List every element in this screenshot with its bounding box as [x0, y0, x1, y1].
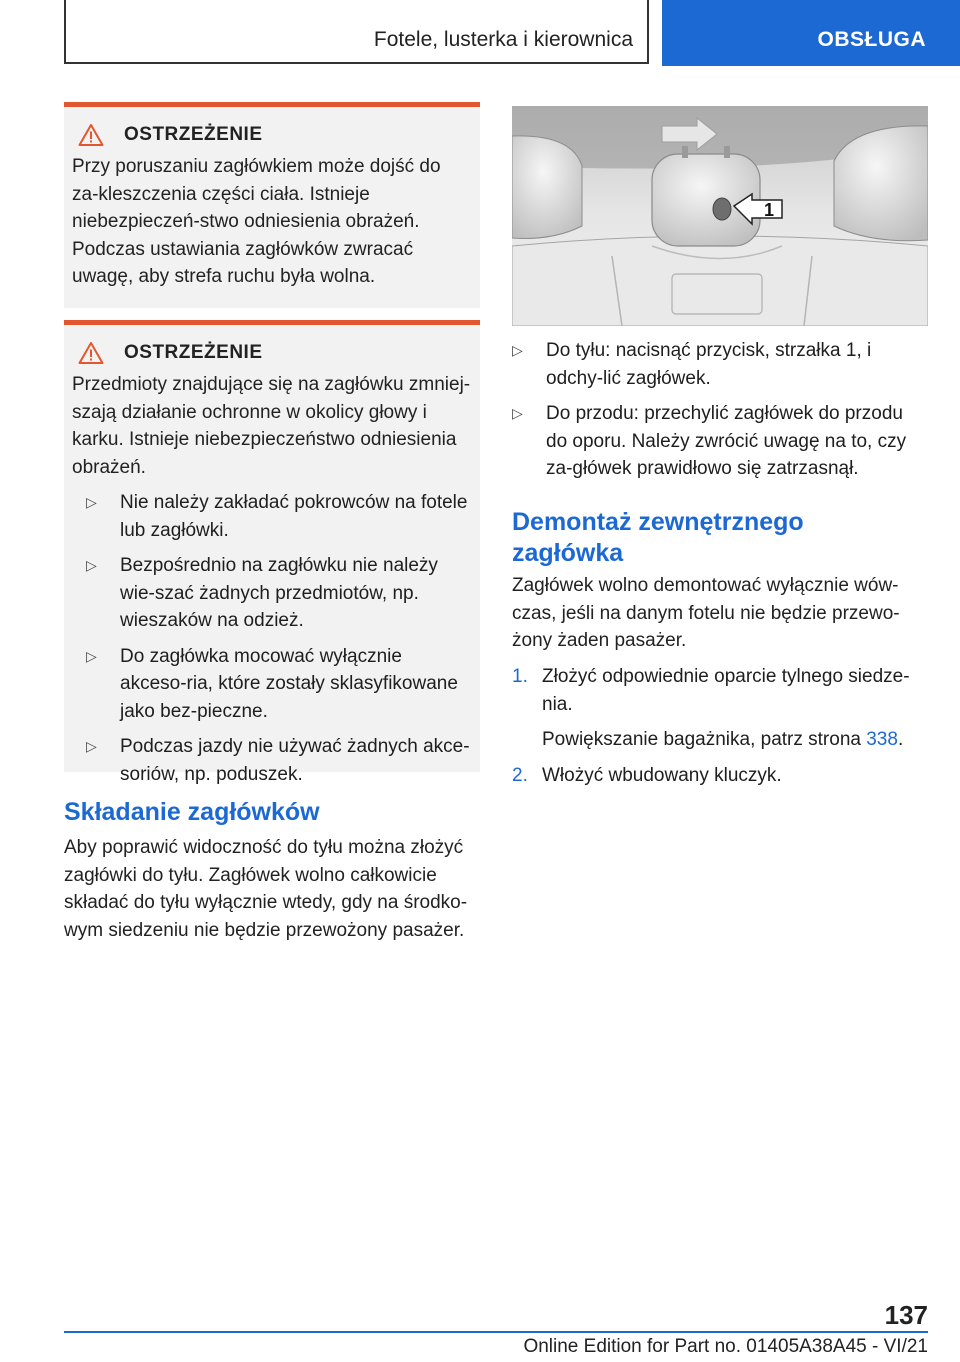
warning-box-1 [64, 102, 480, 308]
list-item: ▷ Do tyłu: nacisnąć przycisk, strzałka 1, i odchy-lić zagłówek. [498, 337, 928, 392]
adjust-steps-list [498, 337, 928, 491]
edition-text: Online Edition for Part no. 01405A38A45 - VI/21 [523, 1336, 928, 1357]
list-item: ▷ Bezpośrednio na zagłówku nie należy wie-szać żadnych przedmiotów, np. wieszaków na odzież. [72, 552, 472, 635]
warning-box-2 [64, 320, 480, 785]
header-section-tab [662, 0, 960, 66]
step-number: 2. [512, 764, 528, 786]
page-number: 137 [884, 1300, 928, 1330]
list-item: ▷ Do przodu: przechylić zagłówek do przodu do oporu. Należy zwrócić uwagę na to, czy za-główek prawidłowo się zatrzasnął. [498, 400, 928, 483]
bullet-triangle-icon: ▷ [512, 342, 523, 358]
step-text: Złożyć odpowiednie oparcie tylnego siedze-nia. [542, 666, 910, 715]
bullet-triangle-icon: ▷ [86, 494, 97, 510]
chapter-title: Fotele, lusterka i kierownica [373, 28, 633, 51]
footer-divider [64, 1331, 928, 1333]
rear-seat-headrest-image [512, 106, 928, 326]
bullet-triangle-icon: ▷ [86, 738, 97, 754]
header-chapter-box [64, 0, 649, 64]
warning-title: OSTRZEŻENIE [124, 342, 263, 363]
list-item [512, 762, 928, 790]
bullet-triangle-icon: ▷ [86, 557, 97, 573]
list-item: ▷ Nie należy zakładać pokrowców na fotele lub zagłówki. [72, 489, 472, 544]
warning-text: Przedmioty znajdujące się na zagłówku zmniej-szają działanie ochronne w okolicy głowy i karku. Istnieje niebezpieczeństwo odniesienia obrażeń. [72, 374, 471, 478]
warning-triangle-icon [78, 123, 104, 147]
section-heading-folding: Składanie zagłówków [64, 798, 320, 826]
warning-triangle-icon [78, 341, 104, 365]
headrest-illustration [512, 106, 928, 326]
removal-text: Zagłówek wolno demontować wyłącznie wów-czas, jeśli na danym fotelu nie będzie przewo-żony żaden pasażer. [512, 575, 900, 651]
list-item: ▷ Do zagłówka mocować wyłącznie akceso-ria, które zostały sklasyfikowane jako bez-pieczne. [72, 643, 472, 726]
warning-title: OSTRZEŻENIE [124, 124, 263, 145]
step-reference: Powiększanie bagażnika, patrz strona 338. [542, 729, 904, 750]
warning-bullet-list [72, 489, 472, 788]
removal-steps [512, 663, 928, 797]
page-reference-link[interactable]: 338 [866, 729, 898, 750]
list-item [512, 663, 928, 718]
callout-label: 1 [764, 200, 775, 220]
step-text: Włożyć wbudowany kluczyk. [542, 764, 782, 786]
warning-text: Przy poruszaniu zagłówkiem może dojść do za-kleszczenia części ciała. Istnieje niebezpieczeń-stwo odniesienia obrażeń. Podczas ustawiania zagłówków zwracać uwagę, aby strefa ruchu była wolna. [72, 156, 441, 287]
bullet-triangle-icon: ▷ [86, 647, 97, 664]
folding-text: Aby poprawić widoczność do tyłu można złożyć zagłówki do tyłu. Zagłówek wolno całkowicie składać do tyłu wyłącznie wtedy, gdy na środko-wym siedzeniu nie będzie przewożony pasażer. [64, 837, 468, 941]
list-item: ▷ Podczas jazdy nie używać żadnych akce-soriów, np. poduszek. [72, 733, 472, 788]
section-heading-removal: Demontaż zewnętrznego zagłówka [512, 508, 804, 567]
section-label: OBSŁUGA [817, 28, 926, 51]
step-number: 1. [512, 666, 528, 687]
bullet-triangle-icon: ▷ [512, 405, 523, 421]
